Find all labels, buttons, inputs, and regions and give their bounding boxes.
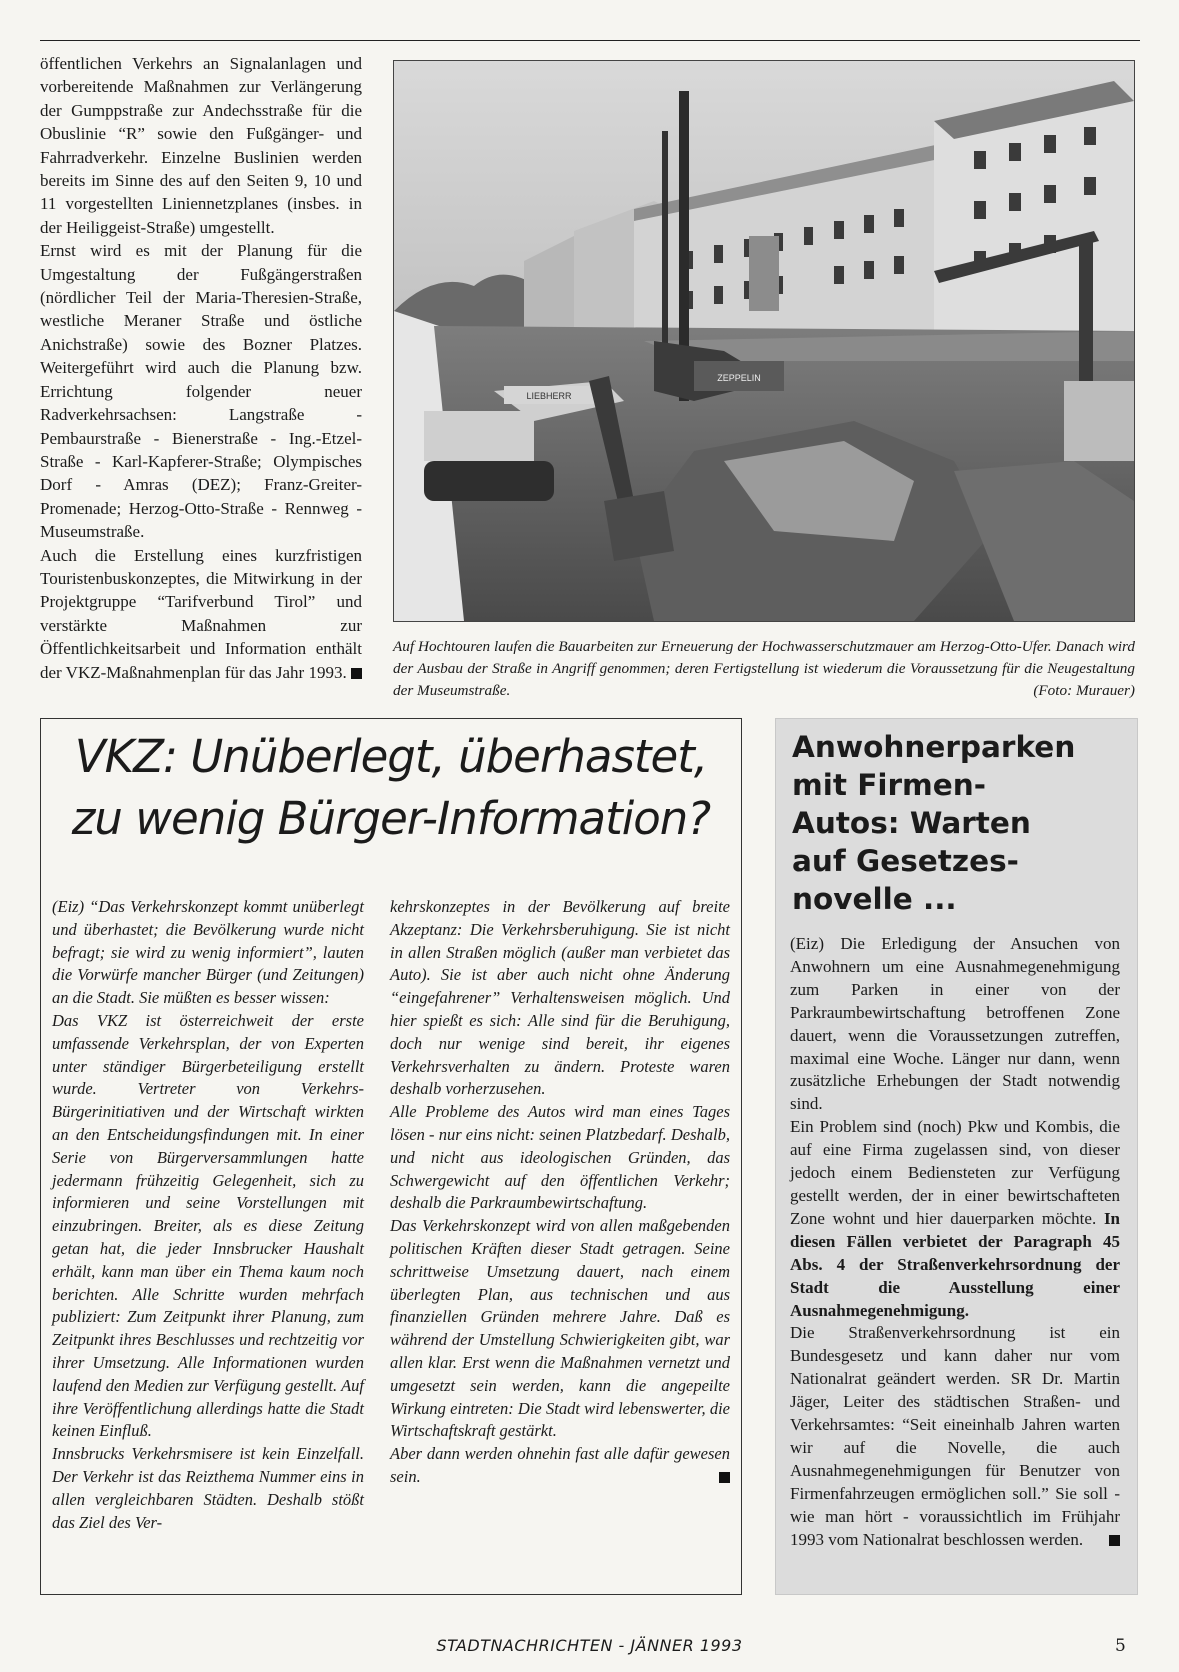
- construction-photo: [393, 60, 1135, 622]
- sidebar-body: [790, 933, 1120, 1551]
- intro-paragraph-3: [40, 544, 362, 684]
- sidebar-paragraph-3: [790, 1322, 1120, 1551]
- sidebar-headline: [792, 728, 1132, 918]
- photo-credit: (Foto: Murauer): [1033, 682, 1135, 699]
- sidebar-headline-line: mit Firmen-: [792, 768, 987, 802]
- photo-caption: [393, 636, 1135, 702]
- sidebar-paragraph-2-bold: In diesen Fällen verbietet der Paragraph 45 Abs. 4 der Straßenverkehrsordnung der Stadt die Ausstellung einer Ausnahmegenehmigung.: [790, 1208, 1121, 1320]
- pile-driver-sign: ZEPPELIN: [717, 373, 761, 383]
- publication-footer: STADTNACHRICHTEN - JÄNNER 1993: [436, 1636, 743, 1655]
- vkz-headline-line-2: zu wenig Bürger-Information?: [71, 792, 711, 845]
- vkz-closing-text: Aber dann werden ohnehin fast alle dafür gewesen sein.: [390, 1444, 730, 1486]
- intro-paragraph-1: öffentlichen Verkehrs an Signalanlagen und vorbereitende Maßnahmen zur Verlängerung der Gumppstraße zur Andechsstraße für die Obuslinie “R” sowie den Fußgänger- und Fahrradverkehr. Einzelne Buslinien werden bereits im Sinne des auf den Seiten 9, 10 und 11 vorgestellten Liniennetzplanes (insbes. in der Heiliggeist-Straße) umgestellt.: [40, 54, 362, 237]
- intro-column: [40, 52, 362, 684]
- caption-text: Auf Hochtouren laufen die Bauarbeiten zur Erneuerung der Hochwasserschutzmauer am Herzog-Otto-Ufer. Danach wird der Ausbau der Straße in Angriff genommen; deren Fertigstellung ist wiederum die Voraussetzung für die Neugestaltung der Museumstraße.: [393, 638, 1135, 699]
- vkz-paragraph: (Eiz) “Das Verkehrskonzept kommt unüberlegt und überhastet; die Bevölkerung wurde nicht befragt; sie wird zu wenig informiert”, lauten die Vorwürfe mancher Bürger (und Zeitungen) an die Stadt. Sie müßten es besser wissen:: [52, 897, 364, 1008]
- vkz-paragraph: Das Verkehrskonzept wird von allen maßgebenden politischen Kräften dieser Stadt getragen. Seine schrittweise Umsetzung dauert, nach einem überlegten Plan, aus technischen und aus finanziellen Gründen mehrere Jahre. Daß es während der Umstellung Schwierigkeiten gibt, war allen klar. Erst wenn die Maßnahmen vernetzt und umgesetzt sein werden, kann die angepeilte Wirkung eintreten: Die Stadt wird lebenswerter, die Wirtschaftskraft gestärkt.: [390, 1216, 730, 1441]
- sidebar-paragraph-2: [790, 1116, 1120, 1322]
- top-rule: [40, 40, 1140, 41]
- sidebar-headline-line: Autos: Warten: [792, 806, 1031, 840]
- vkz-column-right: [390, 896, 730, 1489]
- page-number: 5: [1115, 1636, 1126, 1656]
- vkz-paragraph: kehrskonzeptes in der Bevölkerung auf breite Akzeptanz: Die Verkehrsberuhigung. Sie ist nicht in allen Straßen möglich (außer man verbietet das Auto). Sie ist aber auch nicht ohne Änderung “eingefahrener” Verhaltensweisen möglich. Und hier spießt es sich: Alle sind für die Beruhigung, doch nur wenige sind bereit, ihr eigenes Verkehrsverhalten zu ändern. Proteste waren deshalb vorherzusehen.: [390, 897, 730, 1099]
- vkz-paragraph: [390, 1443, 730, 1489]
- sidebar-paragraph-1: (Eiz) Die Erledigung der Ansuchen von Anwohnern um eine Ausnahmegenehmigung zum Parken in einer von der Parkraumbewirtschaftung betroffenen Zone dauert, wenn die Voraussetzungen zutreffen, maximal eine Woche. Länger nur dann, wenn zusätzliche Erhebungen der Stadt notwendig sind.: [790, 934, 1120, 1114]
- vkz-headline: [40, 726, 742, 850]
- end-mark-icon: [719, 1472, 730, 1483]
- end-mark-icon: [351, 668, 362, 679]
- sidebar-headline-line: novelle ...: [792, 882, 957, 916]
- sidebar-paragraph-3-text: Die Straßenverkehrsordnung ist ein Bundesgesetz und kann daher nur vom Nationalrat geändert werden. SR Dr. Martin Jäger, Leiter des städtischen Straßen- und Verkehrsamtes: “Seit eineinhalb Jahren warten wir auf die Novelle, die auch Ausnahmegenehmigungen für Benutzer von Firmenfahrzeugen ermöglichen soll.” Sie soll - wie man hört - voraussichtlich im Frühjahr 1993 vom Nationalrat beschlossen werden.: [790, 1323, 1120, 1549]
- intro-paragraph-2: Ernst wird es mit der Planung für die Umgestaltung der Fußgängerstraßen (nördlicher Teil der Maria-Theresien-Straße, westliche Meraner Straße und östliche Anichstraße) sowie des Bozner Platzes. Weitergeführt wird auch die Planung bzw. Errichtung folgender neuer Radverkehrsachsen: Langstraße - Pembaurstraße - Bienerstraße - Ing.-Etzel-Straße - Karl-Kapferer-Straße; Olympisches Dorf - Amras (DEZ); Franz-Greiter-Promenade; Herzog-Otto-Straße - Rennweg - Museumstraße.: [40, 241, 362, 542]
- intro-paragraph-3-text: Auch die Erstellung eines kurzfristigen Touristenbuskonzeptes, die Mitwirkung in der Projektgruppe “Tarifverbund Tirol” und verstärkte Maßnahmen zur Öffentlichkeitsarbeit und Information enthält der VKZ-Maßnahmenplan für das Jahr 1993.: [40, 545, 362, 682]
- excavator-sign: LIEBHERR: [526, 391, 572, 401]
- vkz-headline-line-1: VKZ: Unüberlegt, überhastet,: [74, 730, 708, 783]
- vkz-paragraph: Alle Probleme des Autos wird man eines Tages lösen - nur eins nicht: seinen Platzbedarf. Deshalb, und nicht aus ideologischen Gründen, das Schwergewicht auf den öffentlichen Verkehr; deshalb die Parkraumbewirtschaftung.: [390, 1102, 730, 1213]
- sidebar-headline-line: auf Gesetzes-: [792, 844, 1019, 878]
- vkz-column-left: [52, 896, 364, 1534]
- sidebar-paragraph-2-text: Ein Problem sind (noch) Pkw und Kombis, die auf eine Firma zugelassen sind, von dieser jedoch einem Bediensteten zur Verfügung gestellt werden, der in einer bewirtschafteten Zone wohnt und hier dauerparken möchte.: [790, 1117, 1120, 1228]
- vkz-paragraph: Innsbrucks Verkehrsmisere ist kein Einzelfall. Der Verkehr ist das Reizthema Nummer eins in allen vergleichbaren Städten. Deshalb stößt das Ziel des Ver-: [52, 1444, 364, 1532]
- vkz-paragraph: Das VKZ ist österreichweit der erste umfassende Verkehrsplan, der von Experten unter ständiger Bürgerbeteiligung erstellt wurde. Vertreter von Verkehrs-Bürgerinitiativen und der Wirtschaft wirkten an den Entscheidungsfindungen mit. In einer Serie von Bürgerversammlungen hatte jedermann frühzeitig Gelegenheit, sich zu informieren und seine Vorstellungen mit einzubringen. Breiter, als es diese Zeitung getan hat, die jeder Innsbrucker Haushalt erhält, kann man über ein Thema kaum noch berichten. Alle Schritte wurden mehrfach publiziert: Zum Zeitpunkt ihrer Planung, zum Zeitpunkt ihres Beschlusses und rechtzeitig vor ihrer Umsetzung. Alle Informationen wurden laufend den Medien zur Verfügung gestellt. Auf ihre Veröffentlichung allerdings hatte die Stadt keinen Einfluß.: [52, 1010, 364, 1441]
- sidebar-headline-line: Anwohnerparken: [792, 730, 1076, 764]
- end-mark-icon: [1109, 1535, 1120, 1546]
